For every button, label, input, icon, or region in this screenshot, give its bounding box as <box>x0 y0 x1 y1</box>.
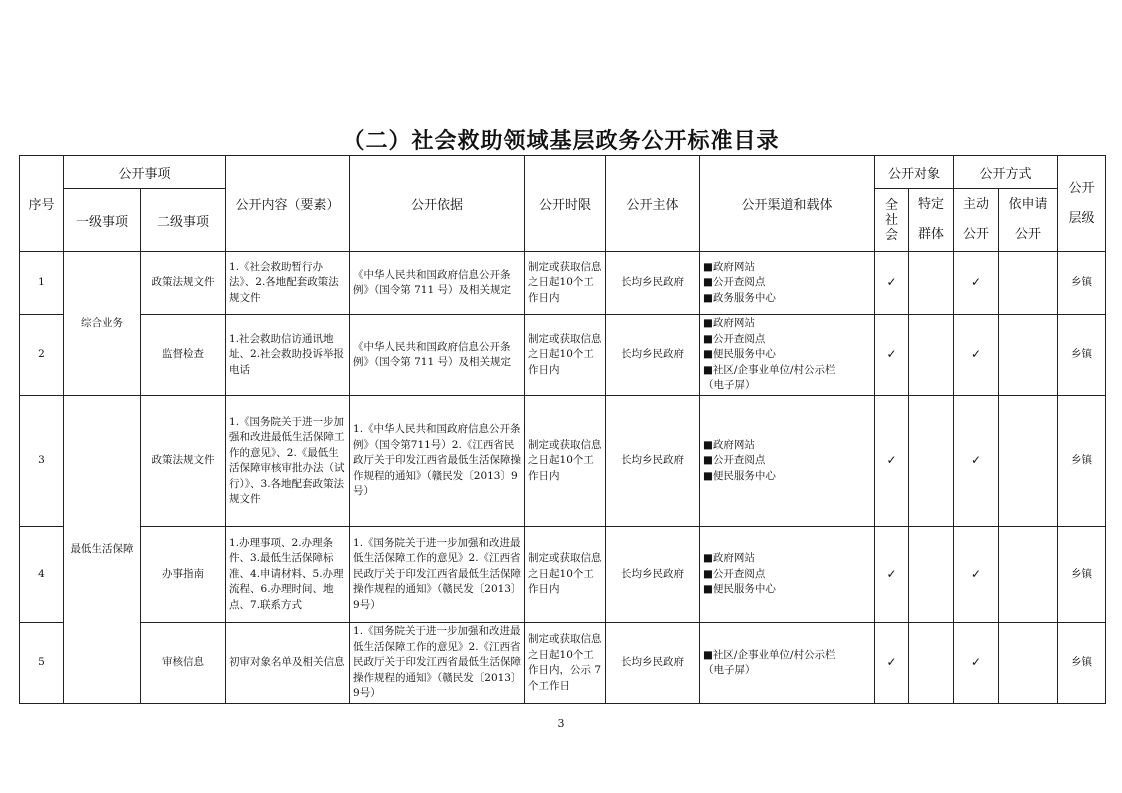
header-seq: 序号 <box>20 156 64 252</box>
header-mode-active-1: 主动 <box>963 197 990 212</box>
row-level: 乡镇 <box>1058 252 1106 315</box>
channel-item: （电子屏） <box>703 664 756 676</box>
row-time-limit: 制定或获取信息之日起10个工作日内，公示 7个工作日 <box>525 623 606 704</box>
header-channel: 公开渠道和载体 <box>700 156 875 252</box>
row-mode-active: ✓ <box>954 252 999 315</box>
page-title: （二）社会救助领域基层政务公开标准目录 <box>342 128 780 154</box>
row-target-all: ✓ <box>875 396 909 527</box>
header-level1: 一级事项 <box>64 189 141 252</box>
row-level2: 审核信息 <box>141 623 226 704</box>
row-seq: 2 <box>20 315 64 396</box>
row-target-all: ✓ <box>875 623 909 704</box>
row-target-specific <box>909 252 954 315</box>
header-items: 公开事项 <box>64 156 226 189</box>
header-level2: 二级事项 <box>141 189 226 252</box>
page-number: 3 <box>557 717 565 730</box>
row-level2: 办事指南 <box>141 527 226 623</box>
channel-item: ■政府网站 <box>703 552 755 565</box>
row-mode-apply <box>999 527 1058 623</box>
header-target: 公开对象 <box>875 156 954 189</box>
channel-item: ■社区/企事业单位/村公示栏 <box>703 648 836 661</box>
header-mode-active <box>954 189 999 252</box>
channel-item: ■政府网站 <box>703 438 755 451</box>
row-content: 1.《社会救助暂行办法》、2.各地配套政策法规文件 <box>226 252 350 315</box>
channel-item: ■政府网站 <box>703 260 755 273</box>
channel-item: ■社区/企事业单位/村公示栏 <box>703 363 836 376</box>
row-seq: 5 <box>20 623 64 704</box>
row-mode-active: ✓ <box>954 527 999 623</box>
row-seq: 3 <box>20 396 64 527</box>
header-content: 公开内容（要素） <box>226 156 350 252</box>
group-cell: 最低生活保障 <box>64 396 141 704</box>
row-channels <box>700 623 875 704</box>
row-level: 乡镇 <box>1058 527 1106 623</box>
row-mode-apply <box>999 623 1058 704</box>
row-seq: 1 <box>20 252 64 315</box>
row-mode-active: ✓ <box>954 623 999 704</box>
header-time-limit: 公开时限 <box>525 156 606 252</box>
row-level: 乡镇 <box>1058 623 1106 704</box>
row-content: 1.办理事项、2.办理条件、3.最低生活保障标准、4.申请材料、5.办理流程、6.办理时间、地点、7.联系方式 <box>226 527 350 623</box>
group-cell: 综合业务 <box>64 252 141 396</box>
header-level-line2: 层级 <box>1068 210 1095 226</box>
channel-item: ■公开查阅点 <box>703 454 766 467</box>
row-basis: 1.《国务院关于进一步加强和改进最低生活保障工作的意见》2.《江西省民政厅关于印发江西省最低生活保障操作规程的通知》（赣民发〔2013〕9号） <box>350 527 525 623</box>
row-target-all: ✓ <box>875 527 909 623</box>
row-time-limit: 制定或获取信息之日起10个工作日内 <box>525 315 606 396</box>
row-level: 乡镇 <box>1058 315 1106 396</box>
row-target-specific <box>909 527 954 623</box>
header-target-all-3: 会 <box>885 227 899 243</box>
row-channels <box>700 315 875 396</box>
row-level: 乡镇 <box>1058 396 1106 527</box>
row-target-specific <box>909 623 954 704</box>
row-channels <box>700 527 875 623</box>
channel-item: ■便民服务中心 <box>703 469 776 482</box>
row-basis: 1.《中华人民共和国政府信息公开条例》（国令第711号）2.《江西省民政厅关于印发江西省最低生活保障操作规程的通知》（赣民发〔2013〕9号） <box>350 396 525 527</box>
row-channels <box>700 396 875 527</box>
row-target-specific <box>909 315 954 396</box>
row-level2: 监督检查 <box>141 315 226 396</box>
channel-item: ■公开查阅点 <box>703 332 766 345</box>
channel-item: ■便民服务中心 <box>703 348 776 361</box>
row-content: 1.社会救助信访通讯地址、2.社会救助投诉举报电话 <box>226 315 350 396</box>
row-mode-apply <box>999 252 1058 315</box>
row-basis: 《中华人民共和国政府信息公开条例》（国令第 711 号）及相关规定 <box>350 252 525 315</box>
header-target-specific-1: 特定 <box>918 197 945 212</box>
row-mode-active: ✓ <box>954 315 999 396</box>
row-mode-apply <box>999 396 1058 527</box>
row-subject: 长均乡民政府 <box>606 315 700 396</box>
row-subject: 长均乡民政府 <box>606 252 700 315</box>
row-target-all: ✓ <box>875 252 909 315</box>
row-time-limit: 制定或获取信息之日起10个工作日内 <box>525 396 606 527</box>
table-row <box>20 527 1106 623</box>
header-basis: 公开依据 <box>350 156 525 252</box>
row-level2: 政策法规文件 <box>141 396 226 527</box>
header-mode: 公开方式 <box>954 156 1058 189</box>
row-subject: 长均乡民政府 <box>606 623 700 704</box>
channel-item: ■便民服务中心 <box>703 583 776 596</box>
channel-item: ■政府网站 <box>703 317 755 330</box>
header-mode-apply <box>999 189 1058 252</box>
header-subject: 公开主体 <box>606 156 700 252</box>
row-mode-apply <box>999 315 1058 396</box>
row-channels <box>700 252 875 315</box>
row-subject: 长均乡民政府 <box>606 396 700 527</box>
channel-item: ■公开查阅点 <box>703 567 766 580</box>
channel-item: ■政务服务中心 <box>703 291 776 304</box>
header-level <box>1058 156 1106 252</box>
disclosure-catalog-table <box>19 155 1106 704</box>
row-subject: 长均乡民政府 <box>606 527 700 623</box>
table-row <box>20 396 1106 527</box>
row-target-all: ✓ <box>875 315 909 396</box>
header-target-all-2: 社 <box>885 212 899 228</box>
channel-item: （电子屏） <box>703 379 756 392</box>
table-row <box>20 315 1106 396</box>
table-row <box>20 252 1106 315</box>
header-target-specific-2: 群体 <box>918 227 945 242</box>
row-target-specific <box>909 396 954 527</box>
row-time-limit: 制定或获取信息之日起10个工作日内 <box>525 527 606 623</box>
header-target-all-1: 全 <box>885 197 899 213</box>
row-time-limit: 制定或获取信息之日起10个工作日内 <box>525 252 606 315</box>
header-target-specific <box>909 189 954 252</box>
header-mode-apply-1: 依申请 <box>1008 197 1048 212</box>
row-content: 1.《国务院关于进一步加强和改进最低生活保障工作的意见》、2.《最低生活保障审核审批办法（试行）》、3.各地配套政策法规文件 <box>226 396 350 527</box>
row-level2: 政策法规文件 <box>141 252 226 315</box>
table-row <box>20 623 1106 704</box>
header-level-line1: 公开 <box>1068 180 1095 196</box>
header-mode-apply-2: 公开 <box>1015 227 1042 242</box>
row-content: 初审对象名单及相关信息 <box>226 623 350 704</box>
row-mode-active: ✓ <box>954 396 999 527</box>
header-mode-active-2: 公开 <box>963 227 990 242</box>
row-seq: 4 <box>20 527 64 623</box>
row-basis: 《中华人民共和国政府信息公开条例》（国令第 711 号）及相关规定 <box>350 315 525 396</box>
row-basis: 1.《国务院关于进一步加强和改进最低生活保障工作的意见》2.《江西省民政厅关于印发江西省最低生活保障操作规程的通知》（赣民发〔2013〕9号） <box>350 623 525 704</box>
channel-item: ■公开查阅点 <box>703 276 766 289</box>
header-target-all <box>875 189 909 252</box>
